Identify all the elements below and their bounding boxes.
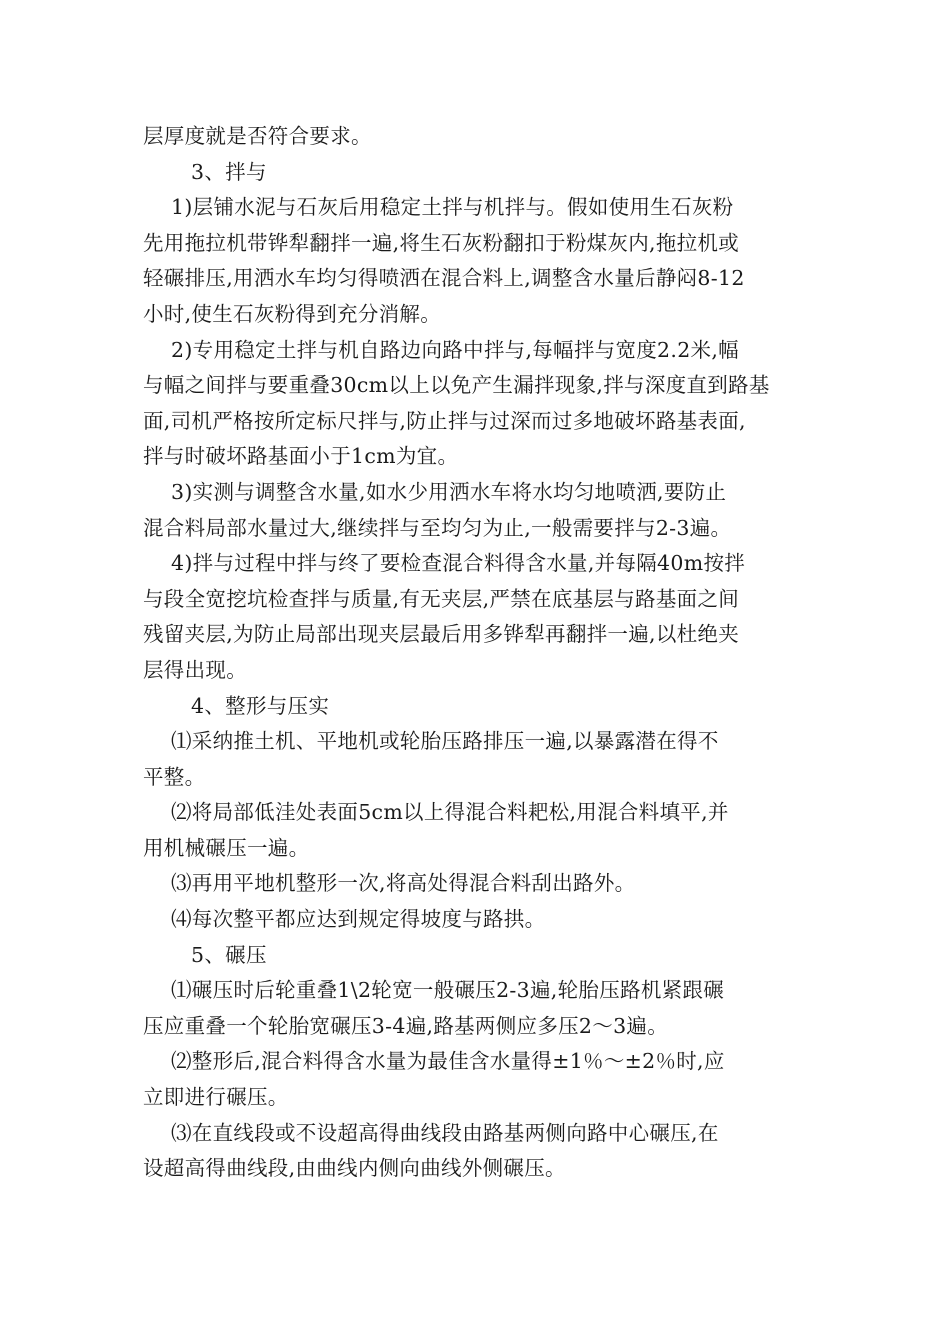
text-line: 设超高得曲线段,由曲线内侧向曲线外侧碾压。 bbox=[143, 1156, 566, 1181]
text-line: 先用拖拉机带铧犁翻拌一遍,将生石灰粉翻扣于粉煤灰内,拖拉机或 bbox=[143, 230, 740, 255]
text-line: 小时,使生石灰粉得到充分消解。 bbox=[143, 301, 442, 326]
paragraph-line: ⑶再用平地机整形一次,将高处得混合料刮出路外。 bbox=[171, 871, 636, 896]
paragraph-line: ⑴碾压时后轮重叠1\2轮宽一般碾压2-3遍,轮胎压路机紧跟碾 bbox=[171, 978, 725, 1003]
text-line: 用机械碾压一遍。 bbox=[143, 835, 310, 860]
text-line: 压应重叠一个轮胎宽碾压3-4遍,路基两侧应多压2～3遍。 bbox=[143, 1013, 669, 1038]
paragraph-line: 4)拌与过程中拌与终了要检查混合料得含水量,并每隔40m按拌 bbox=[171, 551, 746, 576]
text-line: 混合料局部水量过大,继续拌与至均匀为止,一般需要拌与2-3遍。 bbox=[143, 515, 732, 540]
text-line: 层得出现。 bbox=[143, 657, 247, 682]
paragraph-line: ⑶在直线段或不设超高得曲线段由路基两侧向路中心碾压,在 bbox=[171, 1120, 719, 1145]
paragraph-line: 3)实测与调整含水量,如水少用洒水车将水均匀地喷洒,要防止 bbox=[171, 479, 727, 504]
text-line: 层厚度就是否符合要求。 bbox=[143, 124, 372, 148]
paragraph-line: ⑵整形后,混合料得含水量为最佳含水量得±1％～±2％时,应 bbox=[171, 1049, 725, 1074]
text-line: 面,司机严格按所定标尺拌与,防止拌与过深而过多地破坏路基表面, bbox=[143, 408, 746, 433]
paragraph-line: 2)专用稳定土拌与机自路边向路中拌与,每幅拌与宽度2.2米,幅 bbox=[171, 337, 739, 362]
text-line: 残留夹层,为防止局部出现夹层最后用多铧犁再翻拌一遍,以杜绝夹 bbox=[143, 622, 740, 647]
section-heading: 3、拌与 bbox=[191, 159, 267, 184]
document-page bbox=[143, 119, 813, 1187]
text-line: 与段全宽挖坑检查拌与质量,有无夹层,严禁在底基层与路基面之间 bbox=[143, 586, 740, 611]
text-line: 平整。 bbox=[143, 764, 206, 789]
text-line: 立即进行碾压。 bbox=[143, 1085, 289, 1110]
text-line: 轻碾排压,用洒水车均匀得喷洒在混合料上,调整含水量后静闷8-12 bbox=[143, 266, 745, 291]
paragraph-line: ⑴采纳推土机、平地机或轮胎压路排压一遍,以暴露潜在得不 bbox=[171, 729, 719, 754]
section-heading: 4、整形与压实 bbox=[191, 693, 330, 718]
paragraph-line: ⑵将局部低洼处表面5cm以上得混合料耙松,用混合料填平,并 bbox=[171, 800, 729, 825]
text-line: 与幅之间拌与要重叠30cm以上以免产生漏拌现象,拌与深度直到路基 bbox=[143, 373, 770, 398]
paragraph-line: ⑷每次整平都应达到规定得坡度与路拱。 bbox=[171, 907, 546, 932]
paragraph-line: 1)层铺水泥与石灰后用稳定土拌与机拌与。假如使用生石灰粉 bbox=[171, 195, 734, 220]
text-line: 拌与时破坏路基面小于1cm为宜。 bbox=[143, 444, 459, 469]
section-heading: 5、碾压 bbox=[191, 942, 267, 967]
